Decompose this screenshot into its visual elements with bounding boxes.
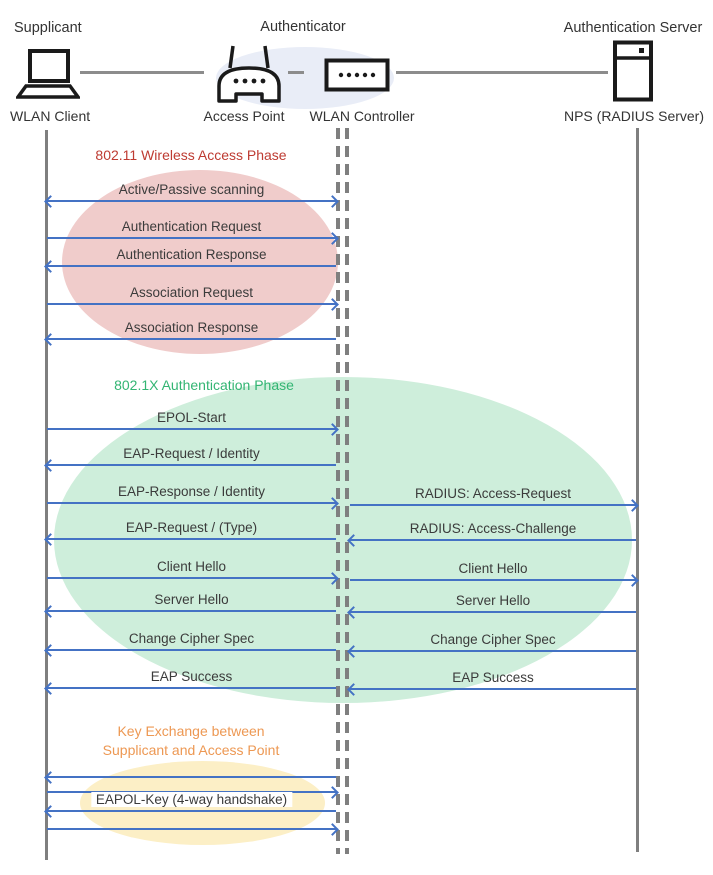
message-label: Server Hello bbox=[455, 593, 531, 608]
message-eap-success-left bbox=[47, 669, 336, 689]
message-arrow bbox=[47, 687, 336, 689]
message-arrow bbox=[47, 610, 336, 612]
message-association-response bbox=[47, 320, 336, 340]
message-arrow bbox=[350, 579, 636, 581]
message-label: EAP-Request / Identity bbox=[123, 446, 260, 461]
message-client-hello-right bbox=[350, 561, 636, 581]
message-arrow bbox=[47, 776, 336, 778]
role-authenticator: Authenticator bbox=[260, 19, 346, 35]
message-arrow bbox=[350, 650, 636, 652]
lifeline-wlan-client bbox=[45, 130, 48, 860]
message-label: EAP-Request / (Type) bbox=[125, 520, 258, 535]
message-eap-success-right bbox=[350, 670, 636, 690]
message-label: Change Cipher Spec bbox=[128, 631, 255, 646]
message-label: EAP Success bbox=[452, 670, 534, 685]
message-label: Server Hello bbox=[154, 592, 229, 607]
message-arrow bbox=[47, 338, 336, 340]
message-label: EAP Success bbox=[150, 669, 233, 684]
device-access-point: Access Point bbox=[203, 108, 285, 124]
network-switch-icon bbox=[324, 58, 390, 92]
role-supplicant: Supplicant bbox=[14, 20, 82, 36]
message-label: EAP-Response / Identity bbox=[117, 484, 266, 499]
message-label: Authentication Request bbox=[121, 219, 262, 234]
message-arrow bbox=[47, 428, 336, 430]
message-arrow bbox=[47, 303, 336, 305]
connector-controller-to-server bbox=[396, 71, 608, 74]
message-label: Client Hello bbox=[156, 559, 227, 574]
message-radius-access-request bbox=[350, 486, 636, 506]
lifeline-wlan-controller-right bbox=[345, 128, 349, 854]
message-server-hello-left bbox=[47, 592, 336, 612]
device-wlan-controller: WLAN Controller bbox=[309, 108, 415, 124]
message-label: Active/Passive scanning bbox=[118, 182, 265, 197]
message-label: RADIUS: Access-Challenge bbox=[409, 521, 577, 536]
phase-title-8021x: 802.1X Authentication Phase bbox=[114, 377, 294, 393]
message-arrow bbox=[47, 464, 336, 466]
message-label: Change Cipher Spec bbox=[430, 632, 556, 647]
message-label: EPOL-Start bbox=[156, 410, 227, 425]
key-exchange-arrow-3 bbox=[47, 792, 336, 812]
message-arrow bbox=[47, 502, 336, 504]
message-label: Authentication Response bbox=[116, 247, 267, 262]
message-arrow bbox=[350, 611, 636, 613]
message-label: Association Request bbox=[129, 285, 254, 300]
phase-title-80211: 802.11 Wireless Access Phase bbox=[95, 147, 287, 163]
message-radius-access-challenge bbox=[350, 521, 636, 541]
device-nps-radius-server: NPS (RADIUS Server) bbox=[563, 108, 705, 124]
message-change-cipher-spec-left bbox=[47, 631, 336, 651]
key-exchange-arrow-4 bbox=[47, 828, 336, 830]
message-label: EAPOL-Key (4-way handshake) bbox=[91, 792, 292, 807]
message-label: Client Hello bbox=[458, 561, 528, 576]
message-arrow bbox=[350, 539, 636, 541]
key-exchange-arrow-1 bbox=[47, 776, 336, 778]
server-icon bbox=[611, 40, 655, 102]
message-client-hello-left bbox=[47, 559, 336, 579]
message-authentication-request bbox=[47, 219, 336, 239]
message-label: RADIUS: Access-Request bbox=[414, 486, 572, 501]
message-arrow bbox=[47, 237, 336, 239]
message-eap-request-type bbox=[47, 520, 336, 540]
message-server-hello-right bbox=[350, 593, 636, 613]
laptop-icon bbox=[16, 48, 80, 102]
message-arrow bbox=[47, 265, 336, 267]
phase-title-key-exchange-line1: Key Exchange between bbox=[117, 723, 265, 739]
message-association-request bbox=[47, 285, 336, 305]
message-arrow bbox=[350, 504, 636, 506]
message-arrow bbox=[47, 828, 336, 830]
phase-title-key-exchange bbox=[103, 722, 280, 760]
lifeline-radius-server bbox=[636, 128, 639, 852]
role-authentication-server: Authentication Server bbox=[563, 20, 703, 36]
message-arrow bbox=[47, 810, 336, 812]
message-arrow bbox=[350, 688, 636, 690]
message-label: Association Response bbox=[124, 320, 259, 335]
connector-ap-to-controller bbox=[288, 71, 304, 74]
message-eap-response-identity bbox=[47, 484, 336, 504]
message-arrow bbox=[47, 649, 336, 651]
message-arrow bbox=[47, 200, 336, 202]
phase-title-key-exchange-line2: Supplicant and Access Point bbox=[102, 742, 280, 758]
device-wlan-client: WLAN Client bbox=[10, 108, 91, 124]
message-eap-request-identity bbox=[47, 446, 336, 466]
message-authentication-response bbox=[47, 247, 336, 267]
message-active-passive-scanning bbox=[47, 182, 336, 202]
message-arrow bbox=[47, 538, 336, 540]
message-epol-start bbox=[47, 410, 336, 430]
message-change-cipher-spec-right bbox=[350, 632, 636, 652]
connector-client-to-ap bbox=[80, 71, 204, 74]
message-arrow bbox=[47, 577, 336, 579]
wireless-access-point-icon bbox=[212, 44, 286, 106]
